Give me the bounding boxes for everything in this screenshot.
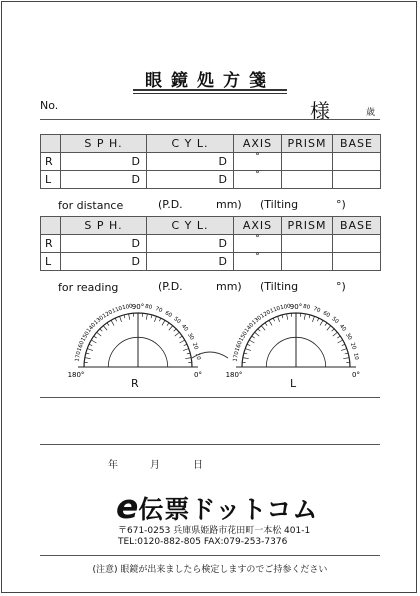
protractor-tick xyxy=(345,353,348,354)
protractor-tick xyxy=(312,316,314,322)
eye-label: R xyxy=(41,153,61,171)
header-prism: PRISM xyxy=(282,217,333,235)
sph-field[interactable]: D xyxy=(61,153,147,171)
header-cell xyxy=(41,135,61,153)
note-divider xyxy=(40,555,380,556)
base-field[interactable] xyxy=(333,153,381,171)
protractor-tick xyxy=(309,315,310,318)
protractor-tick xyxy=(243,358,249,359)
base-field[interactable] xyxy=(333,253,381,271)
protractor-tick xyxy=(174,329,176,331)
protractor-tick xyxy=(269,320,272,325)
protractor-tick xyxy=(342,344,345,345)
table-row xyxy=(41,153,381,171)
protractor-scale-label: 140 xyxy=(243,322,256,335)
axis-field[interactable]: ° xyxy=(234,253,282,271)
eye-label: L xyxy=(41,253,61,271)
protractor-tick xyxy=(278,316,280,322)
protractor-tick xyxy=(255,332,260,336)
protractor-tick xyxy=(320,320,323,325)
axis-protractor-diagram xyxy=(40,298,380,393)
protractor-tick xyxy=(244,353,247,354)
protractor-label-left: L xyxy=(290,377,297,390)
protractor-scale-label: 60 xyxy=(163,310,173,319)
cyl-field[interactable]: D xyxy=(147,171,234,189)
reading-caption: for reading xyxy=(58,281,119,294)
protractor-scale-label: 170 xyxy=(232,350,241,363)
sph-field[interactable]: D xyxy=(61,171,147,189)
protractor-tick xyxy=(261,326,265,331)
name-line xyxy=(40,119,380,120)
remarks-line xyxy=(40,444,380,445)
axis-field[interactable]: ° xyxy=(234,153,282,171)
protractor-180-label: 180° xyxy=(225,371,243,379)
protractor-label-right: R xyxy=(131,377,139,390)
protractor-tick xyxy=(151,315,152,318)
axis-field[interactable]: ° xyxy=(234,235,282,253)
reading-mm-label: mm) xyxy=(216,280,242,293)
protractor-tick xyxy=(111,320,114,325)
date-year-label: 年 xyxy=(108,460,118,471)
protractor-scale-label: 120 xyxy=(101,309,114,320)
title-underline xyxy=(133,89,287,91)
axis-field[interactable]: ° xyxy=(234,171,282,189)
customer-suffix: 様 xyxy=(310,99,330,123)
protractor-tick xyxy=(265,323,267,326)
protractor-tick xyxy=(180,340,185,343)
protractor-tick xyxy=(94,336,97,338)
brand-logo xyxy=(116,487,318,526)
protractor-scale-label: 130 xyxy=(93,314,106,327)
date-day-label: 日 xyxy=(193,460,203,471)
table-row xyxy=(41,253,381,271)
base-field[interactable] xyxy=(333,171,381,189)
protractor-tick xyxy=(97,332,102,336)
protractor-scale-label: 100 xyxy=(279,303,292,312)
header-base: BASE xyxy=(333,135,381,153)
cyl-field[interactable]: D xyxy=(147,253,234,271)
protractor-scale-label: 160 xyxy=(76,340,86,353)
protractor-tick xyxy=(332,329,334,331)
sph-field[interactable]: D xyxy=(61,253,147,271)
issuer-address: 〒671-0253 兵庫県姫路市花田町一本松 401-1 xyxy=(118,526,311,536)
protractor-tick xyxy=(249,340,254,343)
header-cyl: C Y L. xyxy=(147,135,234,153)
protractor-scale-label: 20 xyxy=(348,341,357,351)
protractor-90-label: 90° xyxy=(289,303,303,311)
reading-tilting-label: (Tilting xyxy=(260,280,299,293)
base-field[interactable] xyxy=(333,235,381,253)
protractor-tick xyxy=(129,314,130,320)
header-base: BASE xyxy=(333,217,381,235)
issuer-phone: TEL:0120-882-805 FAX:079-253-7376 xyxy=(118,537,288,547)
protractor-tick xyxy=(107,323,109,326)
protractor-scale-label: 70 xyxy=(154,306,164,315)
protractor-tick xyxy=(333,332,338,336)
protractor-scale-label: 40 xyxy=(179,323,189,333)
protractor-tick xyxy=(100,329,102,331)
brand-e-mark: e xyxy=(116,487,139,526)
protractor-tick xyxy=(159,318,160,321)
protractor-tick xyxy=(187,353,190,354)
protractor-tick xyxy=(146,314,147,320)
notice-text: (注意) 眼鏡が出来ましたら検定しますのでご持参ください xyxy=(92,565,328,575)
header-prism: PRISM xyxy=(282,135,333,153)
prism-field[interactable] xyxy=(282,171,333,189)
protractor-tick xyxy=(179,336,182,338)
protractor-0-label: 0° xyxy=(352,371,360,379)
protractor-scale-label: 80 xyxy=(144,303,153,311)
protractor-tick xyxy=(317,318,318,321)
protractor-scale-label: 100 xyxy=(121,303,134,312)
remarks-line xyxy=(40,397,380,398)
protractor-scale-label: 20 xyxy=(190,341,199,351)
cyl-field[interactable]: D xyxy=(147,235,234,253)
protractor-tick xyxy=(247,344,250,345)
distance-caption: for distance xyxy=(58,199,124,212)
protractor-scale-label: 50 xyxy=(330,316,340,326)
protractor-tick xyxy=(85,358,91,359)
protractor-tick xyxy=(337,336,340,338)
protractor-scale-label: 30 xyxy=(186,332,195,342)
protractor-scale-label: 150 xyxy=(238,330,249,343)
header-sph: S P H. xyxy=(61,135,147,153)
protractor-tick xyxy=(115,318,116,321)
protractor-tick xyxy=(89,344,92,345)
reading-pd-label: (P.D. xyxy=(158,280,183,293)
protractor-scale-label: 10 xyxy=(352,352,360,361)
protractor-180-label: 180° xyxy=(67,371,85,379)
title-underline-thin xyxy=(133,93,287,94)
protractor-tick xyxy=(91,340,96,343)
header-axis: AXIS xyxy=(234,217,282,235)
sph-field[interactable]: D xyxy=(61,235,147,253)
date-month-label: 月 xyxy=(150,460,160,471)
protractor-scale-label: 160 xyxy=(234,340,244,353)
reading-tilting-close: °) xyxy=(336,280,346,293)
distance-tilting-close: °) xyxy=(336,198,346,211)
protractor-tick xyxy=(341,349,347,351)
protractor-scale-label: 70 xyxy=(312,306,322,315)
distance-pd-label: (P.D. xyxy=(158,198,183,211)
protractor-tick xyxy=(258,329,260,331)
table-header-row xyxy=(41,217,381,235)
distance-mm-label: mm) xyxy=(216,198,242,211)
protractor-tick xyxy=(338,340,343,343)
protractor-scale-label: 150 xyxy=(80,330,91,343)
cyl-field[interactable]: D xyxy=(147,153,234,171)
protractor-scale-label: 120 xyxy=(259,309,272,320)
protractor-tick xyxy=(343,358,349,359)
table-header-row xyxy=(41,135,381,153)
eye-label: R xyxy=(41,235,61,253)
protractor-scale-label: 60 xyxy=(321,310,331,319)
protractor-right xyxy=(68,303,202,379)
protractor-scale-label: 110 xyxy=(111,305,124,315)
protractor-scale-label: 10 xyxy=(194,352,202,361)
distance-table xyxy=(40,134,381,189)
protractor-tick xyxy=(245,349,251,351)
prism-field[interactable] xyxy=(282,153,333,171)
protractor-tick xyxy=(103,326,107,331)
protractor-0-label: 0° xyxy=(194,371,202,379)
protractor-tick xyxy=(120,316,122,322)
protractor-tick xyxy=(183,349,189,351)
protractor-scale-label: 40 xyxy=(337,323,347,333)
reading-table xyxy=(40,216,381,271)
protractor-scale-label: 80 xyxy=(302,303,311,311)
form-title: 眼鏡処方箋 xyxy=(145,71,275,91)
prism-field[interactable] xyxy=(282,235,333,253)
protractor-scale-label: 110 xyxy=(269,305,282,315)
protractor-tick xyxy=(184,344,187,345)
protractor-tick xyxy=(282,315,283,318)
protractor-scale-label: 50 xyxy=(172,316,182,326)
protractor-tick xyxy=(86,353,89,354)
header-cell xyxy=(41,217,61,235)
protractor-tick xyxy=(185,358,191,359)
protractor-tick xyxy=(325,323,327,326)
protractor-left xyxy=(226,303,360,379)
table-row xyxy=(41,235,381,253)
protractor-tick xyxy=(327,326,331,331)
header-cyl: C Y L. xyxy=(147,217,234,235)
protractor-scale-label: 140 xyxy=(85,322,98,335)
prism-field[interactable] xyxy=(282,253,333,271)
protractor-tick xyxy=(252,336,255,338)
header-sph: S P H. xyxy=(61,217,147,235)
protractor-tick xyxy=(169,326,173,331)
protractor-tick xyxy=(304,314,305,320)
protractor-scale-label: 30 xyxy=(344,332,353,342)
protractor-tick xyxy=(162,320,165,325)
protractor-tick xyxy=(87,349,93,351)
brand-name: 伝票ドットコム xyxy=(138,495,319,524)
table-row xyxy=(41,171,381,189)
protractor-tick xyxy=(175,332,180,336)
protractor-tick xyxy=(124,315,125,318)
header-axis: AXIS xyxy=(234,135,282,153)
protractor-tick xyxy=(154,316,156,322)
protractor-tick xyxy=(273,318,274,321)
protractor-tick xyxy=(287,314,288,320)
protractor-tick xyxy=(167,323,169,326)
distance-tilting-label: (Tilting xyxy=(260,198,299,211)
protractor-90-label: 90° xyxy=(131,303,145,311)
number-label: No. xyxy=(40,99,59,112)
eye-label: L xyxy=(41,171,61,189)
age-label: 歳 xyxy=(366,108,376,118)
protractor-scale-label: 170 xyxy=(74,350,83,363)
protractor-scale-label: 130 xyxy=(251,314,264,327)
